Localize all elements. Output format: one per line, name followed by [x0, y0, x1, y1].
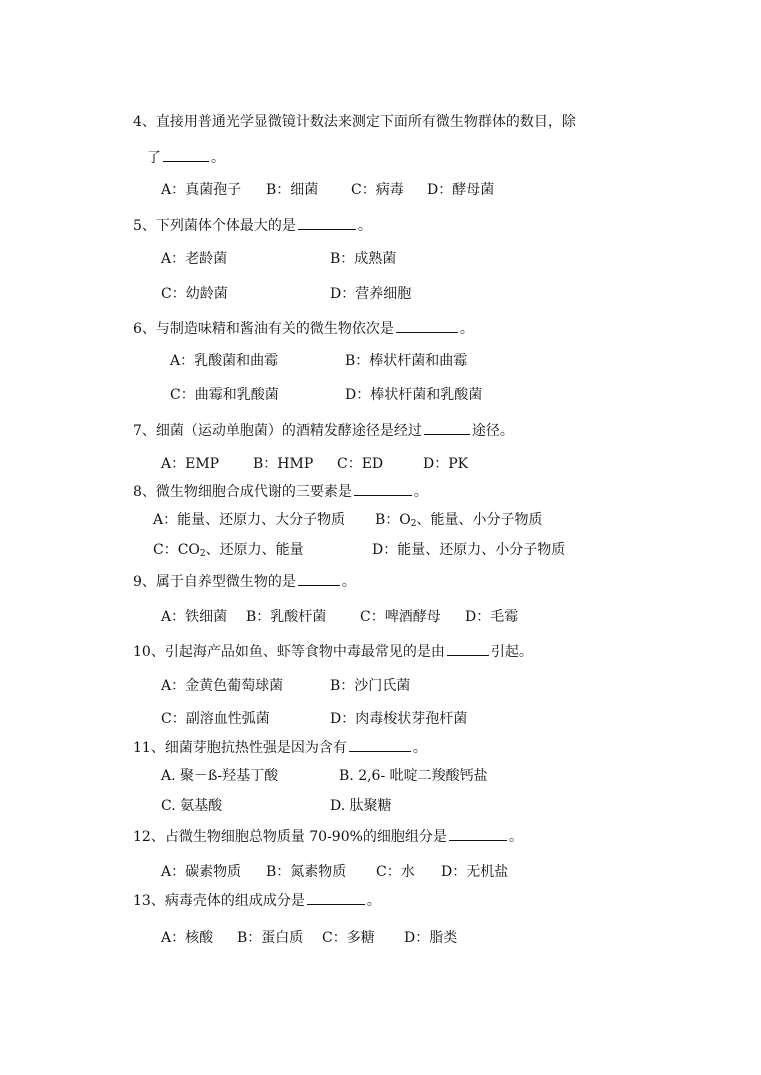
- question-11-stem-suffix: 。: [412, 740, 427, 756]
- question-8-option-b: [375, 510, 543, 534]
- question-9-stem: [133, 571, 356, 592]
- question-5-blank[interactable]: [298, 215, 356, 230]
- question-10-stem-suffix: 引起。: [490, 644, 533, 660]
- question-4-stem-text: 4、直接用普通光学显微镜计数法来测定下面所有微生物群体的数目，除: [133, 114, 576, 130]
- question-13-stem: [133, 890, 381, 911]
- question-5-stem-suffix: 。: [357, 218, 372, 234]
- question-8-option-b-suffix: 、能量、小分子物质: [416, 512, 543, 528]
- question-4-stem-line2: [147, 147, 225, 168]
- question-13-option-b: B：蛋白质: [237, 930, 304, 946]
- question-7-option-a: A：EMP: [161, 456, 220, 472]
- question-6-option-c: C：曲霉和乳酸菌: [170, 387, 279, 403]
- question-7-stem-suffix: 途径。: [471, 423, 514, 439]
- question-8-stem-suffix: 。: [413, 484, 428, 500]
- question-7-option-b: B：HMP: [253, 456, 314, 472]
- question-6-option-b: B：棒状杆菌和曲霉: [345, 353, 468, 369]
- question-12-blank[interactable]: [449, 826, 507, 841]
- question-11-blank[interactable]: [349, 737, 411, 752]
- question-4-option-c: C：病毒: [351, 182, 404, 198]
- question-12-stem: [133, 826, 523, 847]
- question-4-option-d: D：酵母菌: [427, 182, 495, 198]
- question-12-option-d: D：无机盐: [441, 864, 509, 880]
- question-5-stem-text: 5、下列菌体个体最大的是: [133, 218, 296, 234]
- question-8-option-c-suffix: 、还原力、能量: [205, 542, 304, 558]
- question-13-option-a: A：核酸: [161, 930, 214, 946]
- question-8-option-c-prefix: C：CO: [153, 542, 200, 558]
- question-9-option-b: B：乳酸杆菌: [246, 609, 327, 625]
- question-6-stem-text: 6、与制造味精和酱油有关的微生物依次是: [133, 321, 394, 337]
- question-10-stem-text: 10、引起海产品如鱼、虾等食物中毒最常见的是由: [133, 644, 445, 660]
- question-12-stem-suffix: 。: [508, 829, 523, 845]
- question-11-stem: [133, 737, 427, 758]
- question-10-blank[interactable]: [447, 641, 489, 656]
- question-6-option-a: A：乳酸菌和曲霉: [170, 353, 279, 369]
- question-6-stem-suffix: 。: [459, 321, 474, 337]
- question-6-blank[interactable]: [396, 318, 458, 333]
- question-13-option-d: D：脂类: [404, 930, 458, 946]
- question-5-option-c: C：幼龄菌: [161, 286, 228, 302]
- question-13-stem-suffix: 。: [366, 893, 381, 909]
- question-11-option-c: C. 氨基酸: [161, 798, 223, 814]
- question-11-stem-text: 11、细菌芽胞抗热性强是因为含有: [133, 740, 347, 756]
- question-8-option-b-subscript: 2: [410, 519, 417, 529]
- question-4-option-b: B：细菌: [266, 182, 319, 198]
- question-10-option-b: B：沙门氏菌: [330, 678, 411, 694]
- question-6-option-d: D：棒状杆菌和乳酸菌: [345, 387, 483, 403]
- question-5-option-b: B：成熟菌: [330, 251, 397, 267]
- question-5-stem: [133, 215, 372, 236]
- question-5-option-a: A：老龄菌: [161, 251, 228, 267]
- question-10-option-d: D：肉毒梭状芽孢杆菌: [330, 711, 468, 727]
- question-8-option-a: A：能量、还原力、大分子物质: [153, 512, 346, 528]
- question-8-stem-text: 8、微生物细胞合成代谢的三要素是: [133, 484, 352, 500]
- question-7-option-d: D：PK: [423, 456, 469, 472]
- question-9-blank[interactable]: [298, 571, 340, 586]
- question-7-stem: [133, 420, 514, 441]
- question-8-option-c-subscript: 2: [199, 549, 206, 559]
- question-12-option-b: B：氮素物质: [266, 864, 347, 880]
- question-7-option-c: C：ED: [337, 456, 384, 472]
- question-9-stem-suffix: 。: [341, 574, 356, 590]
- question-4-stem-suffix: 。: [211, 150, 225, 166]
- question-8-stem: [133, 481, 428, 502]
- question-11-option-a: A. 聚－ß-羟基丁酸: [161, 768, 279, 784]
- question-10-option-a: A：金黄色葡萄球菌: [161, 678, 284, 694]
- question-4-stem-prefix: 了: [147, 150, 161, 166]
- question-9-option-c: C：啤酒酵母: [360, 609, 441, 625]
- question-12-stem-text: 12、占微生物细胞总物质量 70-90%的细胞组分是: [133, 829, 447, 845]
- question-7-stem-text: 7、细菌（运动单胞菌）的酒精发酵途径是经过: [133, 423, 422, 439]
- question-8-option-b-prefix: B：O: [375, 512, 411, 528]
- question-10-stem: [133, 641, 533, 662]
- question-5-option-d: D：营养细胞: [330, 286, 412, 302]
- question-7-blank[interactable]: [424, 420, 470, 435]
- question-13-option-c: C：多糖: [322, 930, 375, 946]
- question-12-option-a: A：碳素物质: [161, 864, 242, 880]
- question-6-stem: [133, 318, 474, 339]
- question-8-blank[interactable]: [354, 481, 412, 496]
- question-13-stem-text: 13、病毒壳体的组成成分是: [133, 893, 305, 909]
- question-4-option-a: A：真菌孢子: [161, 182, 242, 198]
- question-4-stem-line1: [133, 112, 576, 132]
- question-8-option-c: [153, 540, 304, 564]
- question-9-option-d: D：毛霉: [465, 609, 519, 625]
- question-10-option-c: C：副溶血性弧菌: [161, 711, 270, 727]
- question-9-stem-text: 9、属于自养型微生物的是: [133, 574, 296, 590]
- question-4-blank[interactable]: [163, 147, 209, 162]
- question-8-option-d: D：能量、还原力、小分子物质: [372, 542, 566, 558]
- question-9-option-a: A：铁细菌: [161, 609, 228, 625]
- question-13-blank[interactable]: [307, 890, 365, 905]
- question-11-option-d: D. 肽聚糖: [330, 798, 392, 814]
- question-12-option-c: C：水: [376, 864, 415, 880]
- question-11-option-b: B. 2,6- 吡啶二羧酸钙盐: [339, 768, 488, 784]
